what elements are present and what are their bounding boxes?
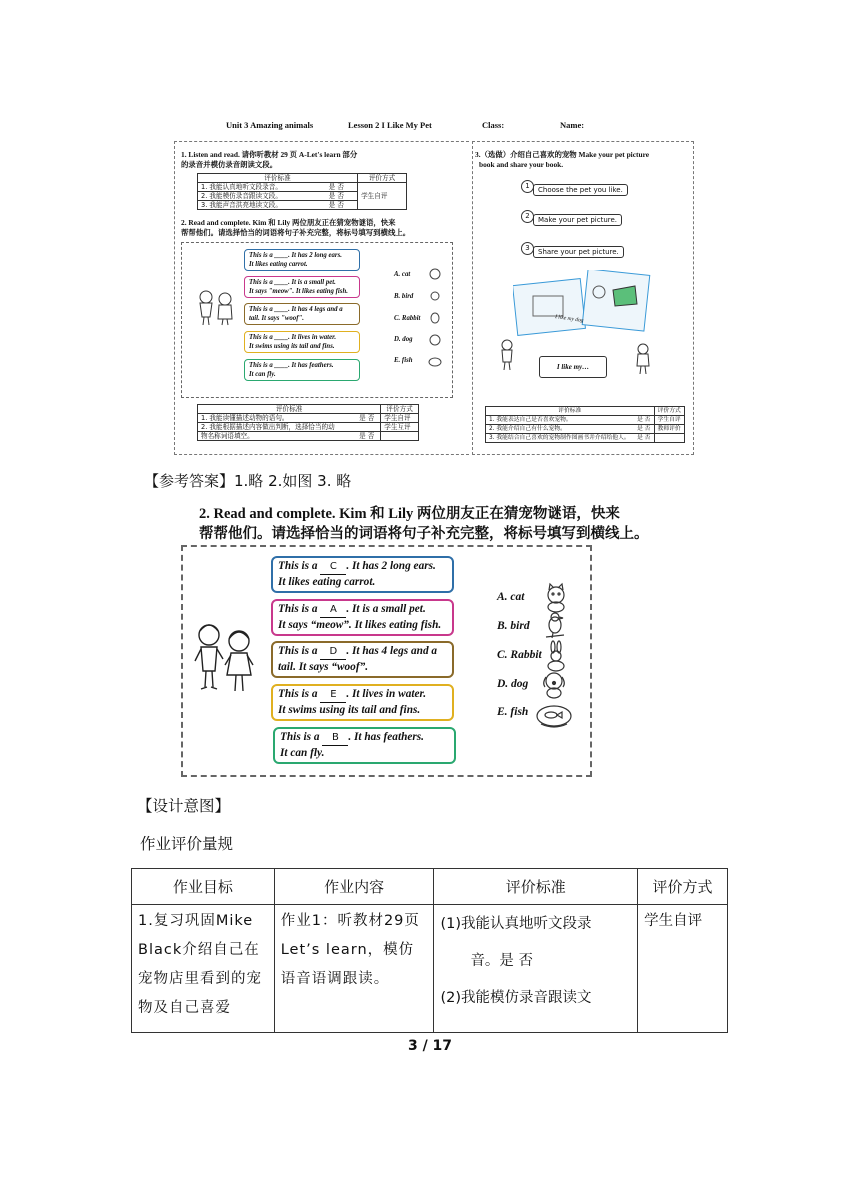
task2-head-standard: 评价标准 [198, 405, 381, 414]
bird-icon [542, 611, 568, 643]
task3-row-2: 2. 我能介绍自己有什么宠物。 [486, 425, 634, 434]
page-number: 3 / 17 [407, 1038, 453, 1054]
answer-blank-1: C [320, 559, 346, 575]
task1-head-standard: 评价标准 [198, 174, 358, 183]
task2-row-2: 2. 我能根据描述内容做出判断，选择恰当的动 [198, 423, 357, 432]
design-heading: 【设计意图】 [137, 797, 231, 815]
kid-left-icon [497, 338, 517, 372]
task1-method: 学生自评 [358, 183, 407, 210]
worksheet-name-label: Name: [560, 120, 585, 130]
answer-blank-4: E [320, 687, 346, 703]
task2-s4-l2: It swims using its tail and fins. [249, 343, 335, 350]
answer-line: 【参考答案】1.略 2.如图 3. 略 [144, 472, 352, 490]
answer-s3-pre: This is a [278, 645, 321, 657]
answer-s2-line2: It says “meow”. It likes eating fish. [278, 619, 442, 631]
answer-exercise-title-line1: 2. Read and complete. Kim 和 Lily 两位朋友正在猜宠物谜语，快来 [199, 506, 620, 522]
rubric-standard-2: (2)我能模仿录音跟读文 [440, 990, 592, 1006]
task2-sentence-3 [244, 303, 360, 325]
task2-head-method: 评价方式 [381, 405, 419, 414]
task2-row-3-mark: 是 否 [356, 432, 381, 441]
answer-s1-pre: This is a [278, 560, 321, 572]
answer-sentence-4 [271, 684, 454, 721]
task3-method-2: 教师评价 [654, 425, 684, 434]
worksheet-lesson: Lesson 2 I Like My Pet [348, 120, 432, 130]
task1-row-1: 1. 我能认真地听文段录音。 [198, 183, 326, 192]
task3-row-2-mark: 是 否 [634, 425, 654, 434]
task1-row-3-mark: 是 否 [326, 201, 358, 210]
speech-bubble: I like my… [539, 356, 607, 378]
task3-eval-table [485, 406, 685, 443]
rubric-table [131, 868, 728, 1033]
answer-sentence-1 [271, 556, 454, 593]
answer-blank-3: D [320, 644, 346, 660]
task1-title-line2: 的录音并模仿录音朗读文段。 [181, 160, 278, 169]
worksheet-class-label: Class: [482, 120, 505, 130]
task1-eval-table [197, 173, 407, 210]
task3-row-3: 3. 我能结合自己喜欢的宠物制作图画书并介绍给他人。 [486, 434, 634, 443]
task2-eval-table [197, 404, 419, 441]
fish-icon [535, 700, 573, 728]
task2-s2-l1: This is a ____. It is a small pet. [249, 279, 336, 286]
task2-option-b: B. bird [394, 293, 414, 300]
answer-blank-5: B [322, 730, 348, 746]
task3-method-1: 学生自评 [654, 416, 684, 425]
task2-sentence-2 [244, 276, 360, 298]
answer-s5-pre: This is a [280, 731, 323, 743]
answer-exercise-title [199, 504, 649, 544]
task2-option-e: E. fish [394, 357, 413, 364]
task2-option-d: D. dog [394, 336, 413, 343]
worksheet-image [170, 116, 694, 456]
task2-method-2: 学生互评 [381, 423, 419, 432]
answer-s5-line2: It can fly. [280, 747, 325, 759]
dog-icon [539, 669, 569, 699]
cat-icon [540, 582, 572, 614]
rubric-standard-1: (1)我能认真地听文段录 [440, 916, 592, 932]
task3-title-line1: 3.（选做）介绍自己喜欢的宠物 Make your pet picture [475, 150, 650, 159]
answer-sentence-3 [271, 641, 454, 678]
answer-s5-post: . It has feathers. [348, 731, 425, 743]
task3-row-1: 1. 我能表达自己是否喜欢宠物。 [486, 416, 634, 425]
task1-head-method: 评价方式 [358, 174, 407, 183]
task2-sentence-1 [244, 249, 360, 271]
task2-option-a: A. cat [394, 271, 411, 278]
answer-sentence-2 [271, 599, 454, 636]
task1-row-1-mark: 是 否 [326, 183, 358, 192]
task2-s3-l1: This is a ____. It has 4 legs and a [249, 306, 343, 313]
answer-s4-post: . It lives in water. [346, 688, 427, 700]
task3-head-method: 评价方式 [654, 407, 684, 416]
task3-row-1-mark: 是 否 [634, 416, 654, 425]
rubric-heading: 作业评价量规 [140, 835, 234, 853]
rubric-cell-goal: 1.复习巩固Mike Black介绍自己在宠物店里看到的宠物及自己喜爱 [132, 905, 275, 1033]
answer-option-a: A. cat [497, 591, 525, 603]
task2-title-line2: 帮帮他们。请选择恰当的词语将句子补充完整，将标号填写到横线上。 [181, 228, 411, 237]
task1-row-3: 3. 我能声音洪亮地读文段。 [198, 201, 326, 210]
rubric-header-method: 评价方式 [638, 869, 728, 905]
kid-right-icon [633, 342, 653, 376]
answer-blank-2: A [320, 602, 346, 618]
rubric-header-standard: 评价标准 [434, 869, 638, 905]
answer-s3-line2: tail. It says “woof”. [278, 661, 369, 673]
task3-step-2: Make your pet picture. [533, 214, 622, 226]
book-text: I like my dog [554, 314, 584, 324]
answer-s1-line2: It likes eating carrot. [278, 576, 376, 588]
task2-s5-l1: This is a ____. It has feathers. [249, 362, 334, 369]
task3-step-1-num: 1 [521, 180, 534, 193]
task2-s1-l2: It likes eating carrot. [249, 261, 308, 268]
task2-exercise-frame [181, 242, 453, 398]
task2-s3-l2: tail. It says "woof". [249, 315, 304, 322]
task2-s2-l2: It says "meow". It likes eating fish. [249, 288, 348, 295]
answer-sentence-5 [273, 727, 456, 764]
task2-option-c: C. Rabbit [394, 315, 421, 322]
rabbit-icon [543, 640, 569, 672]
answer-option-b: B. bird [497, 620, 530, 632]
worksheet-header [170, 120, 694, 134]
task1-title-line1: 1. Listen and read. 请你听教材 29 页 A-Let's learn 部分 [181, 150, 358, 159]
worksheet-right-panel [472, 141, 694, 455]
task2-s5-l2: It can fly. [249, 371, 276, 378]
answer-s3-post: . It has 4 legs and a [346, 645, 438, 657]
task3-step-3: Share your pet picture. [533, 246, 624, 258]
rubric-standard-1b: 音。是 否 [470, 953, 534, 969]
worksheet-unit: Unit 3 Amazing animals [226, 120, 314, 130]
task2-method-1: 学生自评 [381, 414, 419, 423]
answer-s1-post: . It has 2 long ears. [346, 560, 436, 572]
task3-step-1: Choose the pet you like. [533, 184, 628, 196]
animal-icons [428, 265, 442, 377]
rubric-header-content: 作业内容 [274, 869, 434, 905]
task3-step-2-num: 2 [521, 210, 534, 223]
task2-s4-l1: This is a ____. It lives in water. [249, 334, 337, 341]
task2-title-line1: 2. Read and complete. Kim 和 Lily 两位朋友正在猜宠物谜语，快来 [181, 218, 396, 227]
task2-sentence-5 [244, 359, 360, 381]
answer-option-e: E. fish [497, 706, 529, 718]
rubric-header-goal: 作业目标 [132, 869, 275, 905]
answer-s4-line2: It swims using its tail and fins. [278, 704, 421, 716]
task2-sentence-4 [244, 331, 360, 353]
task1-row-2-mark: 是 否 [326, 192, 358, 201]
task2-s1-l1: This is a ____. It has 2 long ears. [249, 252, 342, 259]
task2-row-1: 1. 我能读懂描述动物的语句。 [198, 414, 357, 423]
answer-exercise-title-line2: 帮帮他们。请选择恰当的词语将句子补充完整，将标号填写到横线上。 [199, 526, 649, 542]
task3-head-standard: 评价标准 [486, 407, 655, 416]
task2-row-1-mark: 是 否 [356, 414, 381, 423]
answer-s4-pre: This is a [278, 688, 321, 700]
task2-row-3: 物名称词语填空。 [198, 432, 357, 441]
rubric-cell-content: 作业1：听教材29页 Let’s learn，模仿语音语调跟读。 [274, 905, 434, 1033]
answer-s2-pre: This is a [278, 603, 321, 615]
rubric-cell-method: 学生自评 [638, 905, 728, 1033]
answer-option-d: D. dog [497, 678, 529, 690]
task3-row-3-mark: 是 否 [634, 434, 654, 443]
rubric-cell-standard [434, 905, 638, 1033]
worksheet-left-panel [174, 141, 469, 455]
answer-s2-post: . It is a small pet. [346, 603, 426, 615]
task1-row-2: 2. 我能模仿录音跟读文段。 [198, 192, 326, 201]
kim-and-lily-icon [193, 617, 255, 697]
task3-step-3-num: 3 [521, 242, 534, 255]
answer-option-c: C. Rabbit [497, 649, 542, 661]
kids-illustration-icon [196, 287, 236, 327]
answer-exercise-frame [181, 545, 592, 777]
task3-title-line2: book and share your book. [479, 160, 564, 169]
picture-book-illustration [513, 270, 683, 342]
